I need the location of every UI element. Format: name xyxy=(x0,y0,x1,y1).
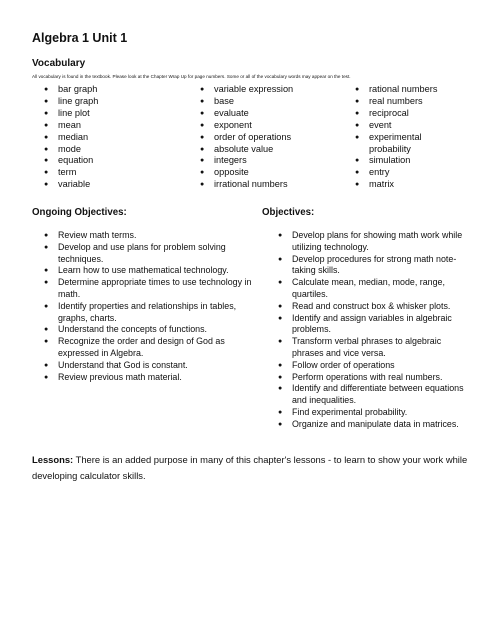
list-item-text: integers xyxy=(214,155,247,166)
list-item xyxy=(277,254,470,278)
bullet-icon: ● xyxy=(278,232,283,239)
page-title: Algebra 1 Unit 1 xyxy=(32,31,128,45)
list-item-text: Calculate mean, median, mode, range, quartiles. xyxy=(292,277,445,299)
list-item-text: simulation xyxy=(369,155,411,166)
list-item-text: Develop plans for showing math work while utilizing technology. xyxy=(292,230,463,252)
objectives-heading: Objectives: xyxy=(262,207,315,218)
bullet-icon: ● xyxy=(200,181,205,189)
list-item xyxy=(43,324,253,336)
list-item-text: Identify and assign variables in algebraic problems. xyxy=(292,312,452,335)
list-item-text: evaluate xyxy=(214,107,249,118)
list-item-text: entry xyxy=(369,167,390,178)
bullet-icon: ● xyxy=(278,420,283,428)
bullet-icon: ● xyxy=(44,302,49,310)
list-item xyxy=(43,230,253,242)
list-item-text: Perform operations with real numbers. xyxy=(292,371,443,382)
list-item-text: exponent xyxy=(214,119,252,130)
list-item xyxy=(199,108,339,120)
vocabulary-column-1 xyxy=(43,84,183,191)
list-item xyxy=(199,155,339,167)
list-item-text: order of operations xyxy=(214,131,292,142)
list-item xyxy=(354,108,459,120)
bullet-icon: ● xyxy=(44,133,49,141)
list-item-text: reciprocal xyxy=(369,107,409,118)
vocabulary-heading: Vocabulary xyxy=(32,58,86,69)
bullet-icon: ● xyxy=(44,232,49,239)
list-item xyxy=(354,167,459,179)
bullet-icon: ● xyxy=(200,86,205,93)
objectives-list xyxy=(277,230,470,431)
list-item xyxy=(199,84,339,96)
list-item-text: variable xyxy=(58,179,91,190)
list-item-text: Determine appropriate times to use technology in math. xyxy=(58,277,252,299)
list-item xyxy=(277,336,470,360)
list-item-text: Develop and use plans for problem solving techniques. xyxy=(58,241,226,264)
bullet-icon: ● xyxy=(200,109,205,117)
list-item xyxy=(199,167,339,179)
bullet-icon: ● xyxy=(44,145,49,153)
list-item xyxy=(277,407,470,419)
bullet-icon: ● xyxy=(355,133,360,141)
list-item-text: absolute value xyxy=(214,143,274,154)
list-item xyxy=(43,301,253,325)
bullet-icon: ● xyxy=(278,302,283,310)
bullet-icon: ● xyxy=(44,157,49,165)
list-item xyxy=(43,336,253,360)
bullet-icon: ● xyxy=(44,361,49,369)
bullet-icon: ● xyxy=(200,133,205,141)
list-item-text: equation xyxy=(58,155,94,166)
bullet-icon: ● xyxy=(355,169,360,177)
bullet-icon: ● xyxy=(355,86,360,93)
bullet-icon: ● xyxy=(44,279,49,287)
list-item xyxy=(199,96,339,108)
list-item-text: rational numbers xyxy=(369,84,438,94)
list-item xyxy=(43,372,253,384)
list-item-text: mean xyxy=(58,119,81,130)
list-item-text: matrix xyxy=(369,179,395,190)
bullet-icon: ● xyxy=(278,373,283,381)
list-item-text: line graph xyxy=(58,95,99,106)
list-item xyxy=(277,383,470,407)
list-item-text: Understand that God is constant. xyxy=(58,359,188,370)
list-item-text: Understand the concepts of functions. xyxy=(58,324,207,335)
list-item xyxy=(277,360,470,372)
bullet-icon: ● xyxy=(355,121,360,129)
list-item-text: Review math terms. xyxy=(58,230,137,240)
bullet-icon: ● xyxy=(200,121,205,129)
list-item-text: base xyxy=(214,95,234,106)
list-item-text: median xyxy=(58,131,89,142)
list-item-text: Follow order of operations xyxy=(292,359,395,370)
list-item-text: Transform verbal phrases to algebraic phrases and vice versa. xyxy=(292,336,442,358)
list-item xyxy=(354,84,459,96)
list-item xyxy=(43,120,183,132)
bullet-icon: ● xyxy=(355,109,360,117)
bullet-icon: ● xyxy=(44,338,49,346)
list-item-text: line plot xyxy=(58,107,90,118)
list-item-text: experimental probability xyxy=(369,131,422,154)
bullet-icon: ● xyxy=(355,97,360,105)
lessons-text: There is an added purpose in many of this chapter's lessons - to learn to show your work while developing calculator skills. xyxy=(32,454,468,481)
list-item xyxy=(43,277,253,301)
bullet-icon: ● xyxy=(44,169,49,177)
list-item-text: term xyxy=(58,167,77,178)
bullet-icon: ● xyxy=(278,338,283,346)
bullet-icon: ● xyxy=(44,267,49,275)
lessons-label: Lessons: xyxy=(32,454,74,465)
list-item xyxy=(43,242,253,266)
list-item-text: Develop procedures for strong math note-taking skills. xyxy=(292,253,457,276)
bullet-icon: ● xyxy=(44,109,49,117)
list-item xyxy=(43,167,183,179)
bullet-icon: ● xyxy=(200,145,205,153)
lessons-paragraph xyxy=(32,452,472,484)
list-item xyxy=(43,144,183,156)
vocabulary-note: All vocabulary is found in the textbook. Please look at the Chapter Wrap Up for page numbers. Some or all of the vocabulary words may appear on the test. xyxy=(32,74,351,79)
list-item xyxy=(277,277,470,301)
bullet-icon: ● xyxy=(200,169,205,177)
bullet-icon: ● xyxy=(278,314,283,322)
list-item-text: Identify and differentiate between equations and inequalities. xyxy=(292,383,464,406)
list-item-text: irrational numbers xyxy=(214,179,288,190)
bullet-icon: ● xyxy=(44,97,49,105)
list-item xyxy=(199,144,339,156)
list-item-text: Organize and manipulate data in matrices. xyxy=(292,418,459,429)
list-item xyxy=(277,372,470,384)
bullet-icon: ● xyxy=(44,243,49,251)
list-item xyxy=(43,96,183,108)
list-item-text: mode xyxy=(58,143,81,154)
list-item xyxy=(354,179,459,191)
list-item-text: Find experimental probability. xyxy=(292,406,408,417)
list-item-text: Review previous math material. xyxy=(58,371,182,382)
list-item-text: Identify properties and relationships in tables, graphs, charts. xyxy=(58,300,237,323)
list-item-text: event xyxy=(369,119,392,130)
ongoing-objectives-heading: Ongoing Objectives: xyxy=(32,207,127,218)
list-item xyxy=(199,132,339,144)
bullet-icon: ● xyxy=(278,279,283,287)
list-item-text: real numbers xyxy=(369,95,423,106)
list-item xyxy=(43,132,183,144)
bullet-icon: ● xyxy=(200,97,205,105)
bullet-icon: ● xyxy=(278,255,283,263)
bullet-icon: ● xyxy=(44,121,49,129)
list-item xyxy=(43,155,183,167)
bullet-icon: ● xyxy=(44,86,49,93)
bullet-icon: ● xyxy=(355,181,360,189)
list-item xyxy=(43,108,183,120)
bullet-icon: ● xyxy=(44,373,49,381)
bullet-icon: ● xyxy=(278,361,283,369)
list-item xyxy=(199,120,339,132)
list-item-text: Recognize the order and design of God as expressed in Algebra. xyxy=(58,336,225,358)
bullet-icon: ● xyxy=(355,157,360,165)
list-item xyxy=(277,313,470,337)
list-item xyxy=(43,84,183,96)
list-item xyxy=(354,155,459,167)
vocabulary-column-3 xyxy=(354,84,459,191)
list-item xyxy=(354,132,459,156)
ongoing-objectives-list xyxy=(43,230,253,383)
list-item-text: Read and construct box & whisker plots. xyxy=(292,300,451,311)
bullet-icon: ● xyxy=(44,181,49,189)
bullet-icon: ● xyxy=(278,408,283,416)
list-item-text: variable expression xyxy=(214,84,294,94)
list-item xyxy=(277,301,470,313)
list-item xyxy=(354,96,459,108)
list-item xyxy=(43,179,183,191)
bullet-icon: ● xyxy=(200,157,205,165)
list-item xyxy=(43,265,253,277)
list-item-text: Learn how to use mathematical technology. xyxy=(58,265,229,276)
bullet-icon: ● xyxy=(278,385,283,393)
list-item xyxy=(354,120,459,132)
list-item xyxy=(277,230,470,254)
list-item xyxy=(277,419,470,431)
list-item-text: opposite xyxy=(214,167,249,178)
list-item xyxy=(43,360,253,372)
list-item xyxy=(199,179,339,191)
list-item-text: bar graph xyxy=(58,84,98,94)
vocabulary-column-2 xyxy=(199,84,339,191)
bullet-icon: ● xyxy=(44,326,49,334)
